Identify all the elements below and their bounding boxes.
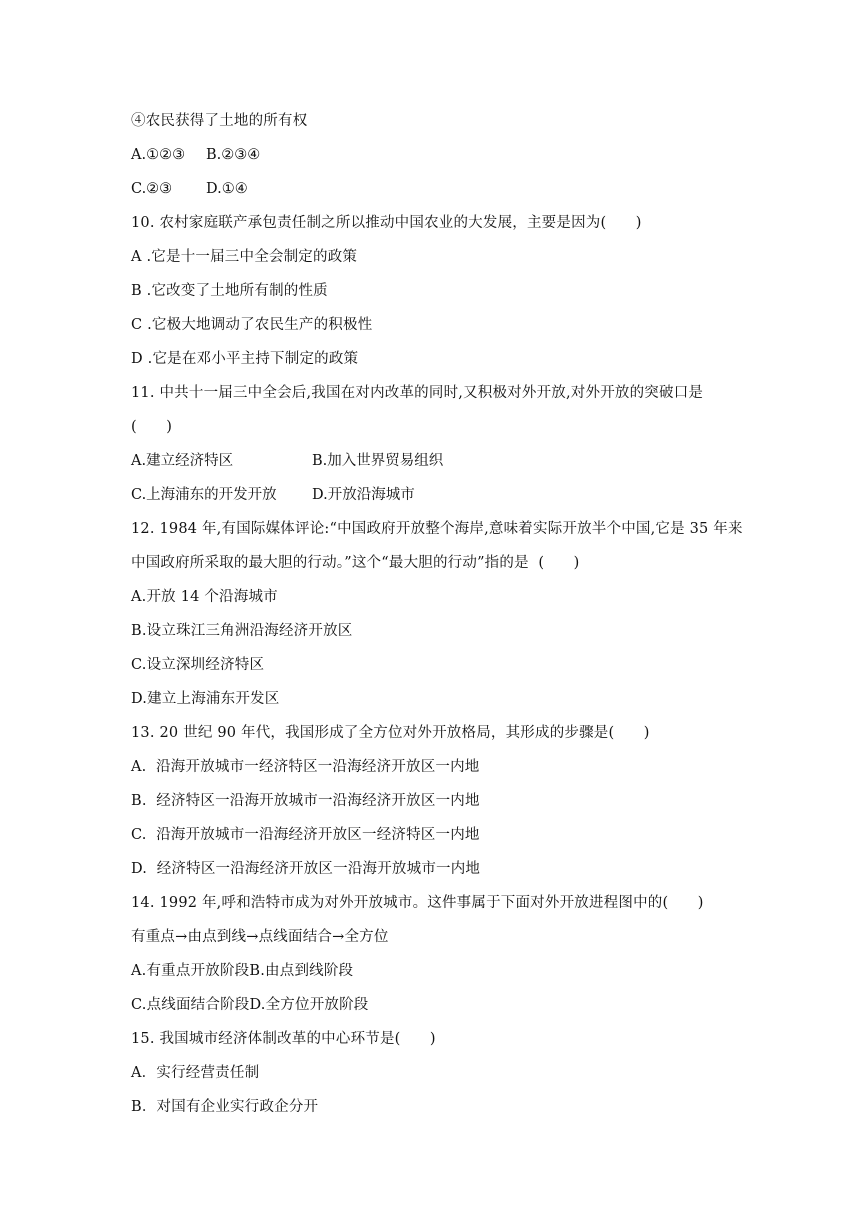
q10-option-c: C .它极大地调动了农民生产的积极性 (131, 317, 373, 333)
q11-option-b: B.加入世界贸易组织 (312, 453, 444, 469)
q14-options-ab: A.有重点开放阶段B.由点到线阶段 (131, 963, 354, 979)
q11-stem-line2: ( ) (131, 419, 173, 435)
q9-item-4: ④农民获得了土地的所有权 (131, 113, 308, 129)
q13-option-a: A. 沿海开放城市一经济特区一沿海经济开放区一内地 (131, 759, 480, 775)
q11-option-d: D.开放沿海城市 (312, 487, 415, 503)
q13-option-b: B. 经济特区一沿海开放城市一沿海经济开放区一内地 (131, 793, 480, 809)
q9-option-b: B.②③④ (206, 147, 261, 163)
q9-option-c: C.②③ (131, 181, 173, 197)
q9-option-d: D.①④ (206, 181, 248, 197)
q15-stem: 15. 我国城市经济体制改革的中心环节是( ) (131, 1031, 436, 1047)
q12-option-c: C.设立深圳经济特区 (131, 657, 265, 673)
q12-option-d: D.建立上海浦东开发区 (131, 691, 280, 707)
q10-stem: 10. 农村家庭联产承包责任制之所以推动中国农业的大发展，主要是因为( ) (131, 215, 642, 231)
q11-stem-line1: 11. 中共十一届三中全会后,我国在对内改革的同时,又积极对外开放,对外开放的突破口是 (131, 385, 704, 401)
q10-option-a: A .它是十一届三中全会制定的政策 (131, 249, 358, 265)
q12-option-b: B.设立珠江三角洲沿海经济开放区 (131, 623, 353, 639)
q10-option-d: D .它是在邓小平主持下制定的政策 (131, 351, 359, 367)
q13-stem: 13. 20 世纪 90 年代，我国形成了全方位对外开放格局，其形成的步骤是( ) (131, 725, 650, 741)
q14-stem: 14. 1992 年,呼和浩特市成为对外开放城市。这件事属于下面对外开放进程图中的( ) (131, 895, 704, 911)
q13-option-d: D. 经济特区一沿海经济开放区一沿海开放城市一内地 (131, 861, 481, 877)
q14-options-cd: C.点线面结合阶段D.全方位开放阶段 (131, 997, 369, 1013)
q9-option-a: A.①②③ (131, 147, 186, 163)
q12-option-a: A.开放 14 个沿海城市 (131, 589, 278, 605)
q13-option-c: C. 沿海开放城市一沿海经济开放区一经济特区一内地 (131, 827, 480, 843)
q11-option-c: C.上海浦东的开发开放 (131, 487, 277, 503)
q12-stem-line1: 12. 1984 年,有国际媒体评论:“中国政府开放整个海岸,意味着实际开放半个中国,它是 35 年来 (131, 521, 743, 537)
q14-process-chart: 有重点→由点到线→点线面结合→全方位 (131, 929, 389, 945)
q11-option-a: A.建立经济特区 (131, 453, 234, 469)
q15-option-a: A．实行经营责任制 (131, 1065, 260, 1081)
q12-stem-line2: 中国政府所采取的最大胆的行动。”这个“最大胆的行动”指的是 ( ) (131, 555, 580, 571)
q15-option-b: B．对国有企业实行政企分开 (131, 1099, 319, 1115)
q10-option-b: B .它改变了土地所有制的性质 (131, 283, 328, 299)
